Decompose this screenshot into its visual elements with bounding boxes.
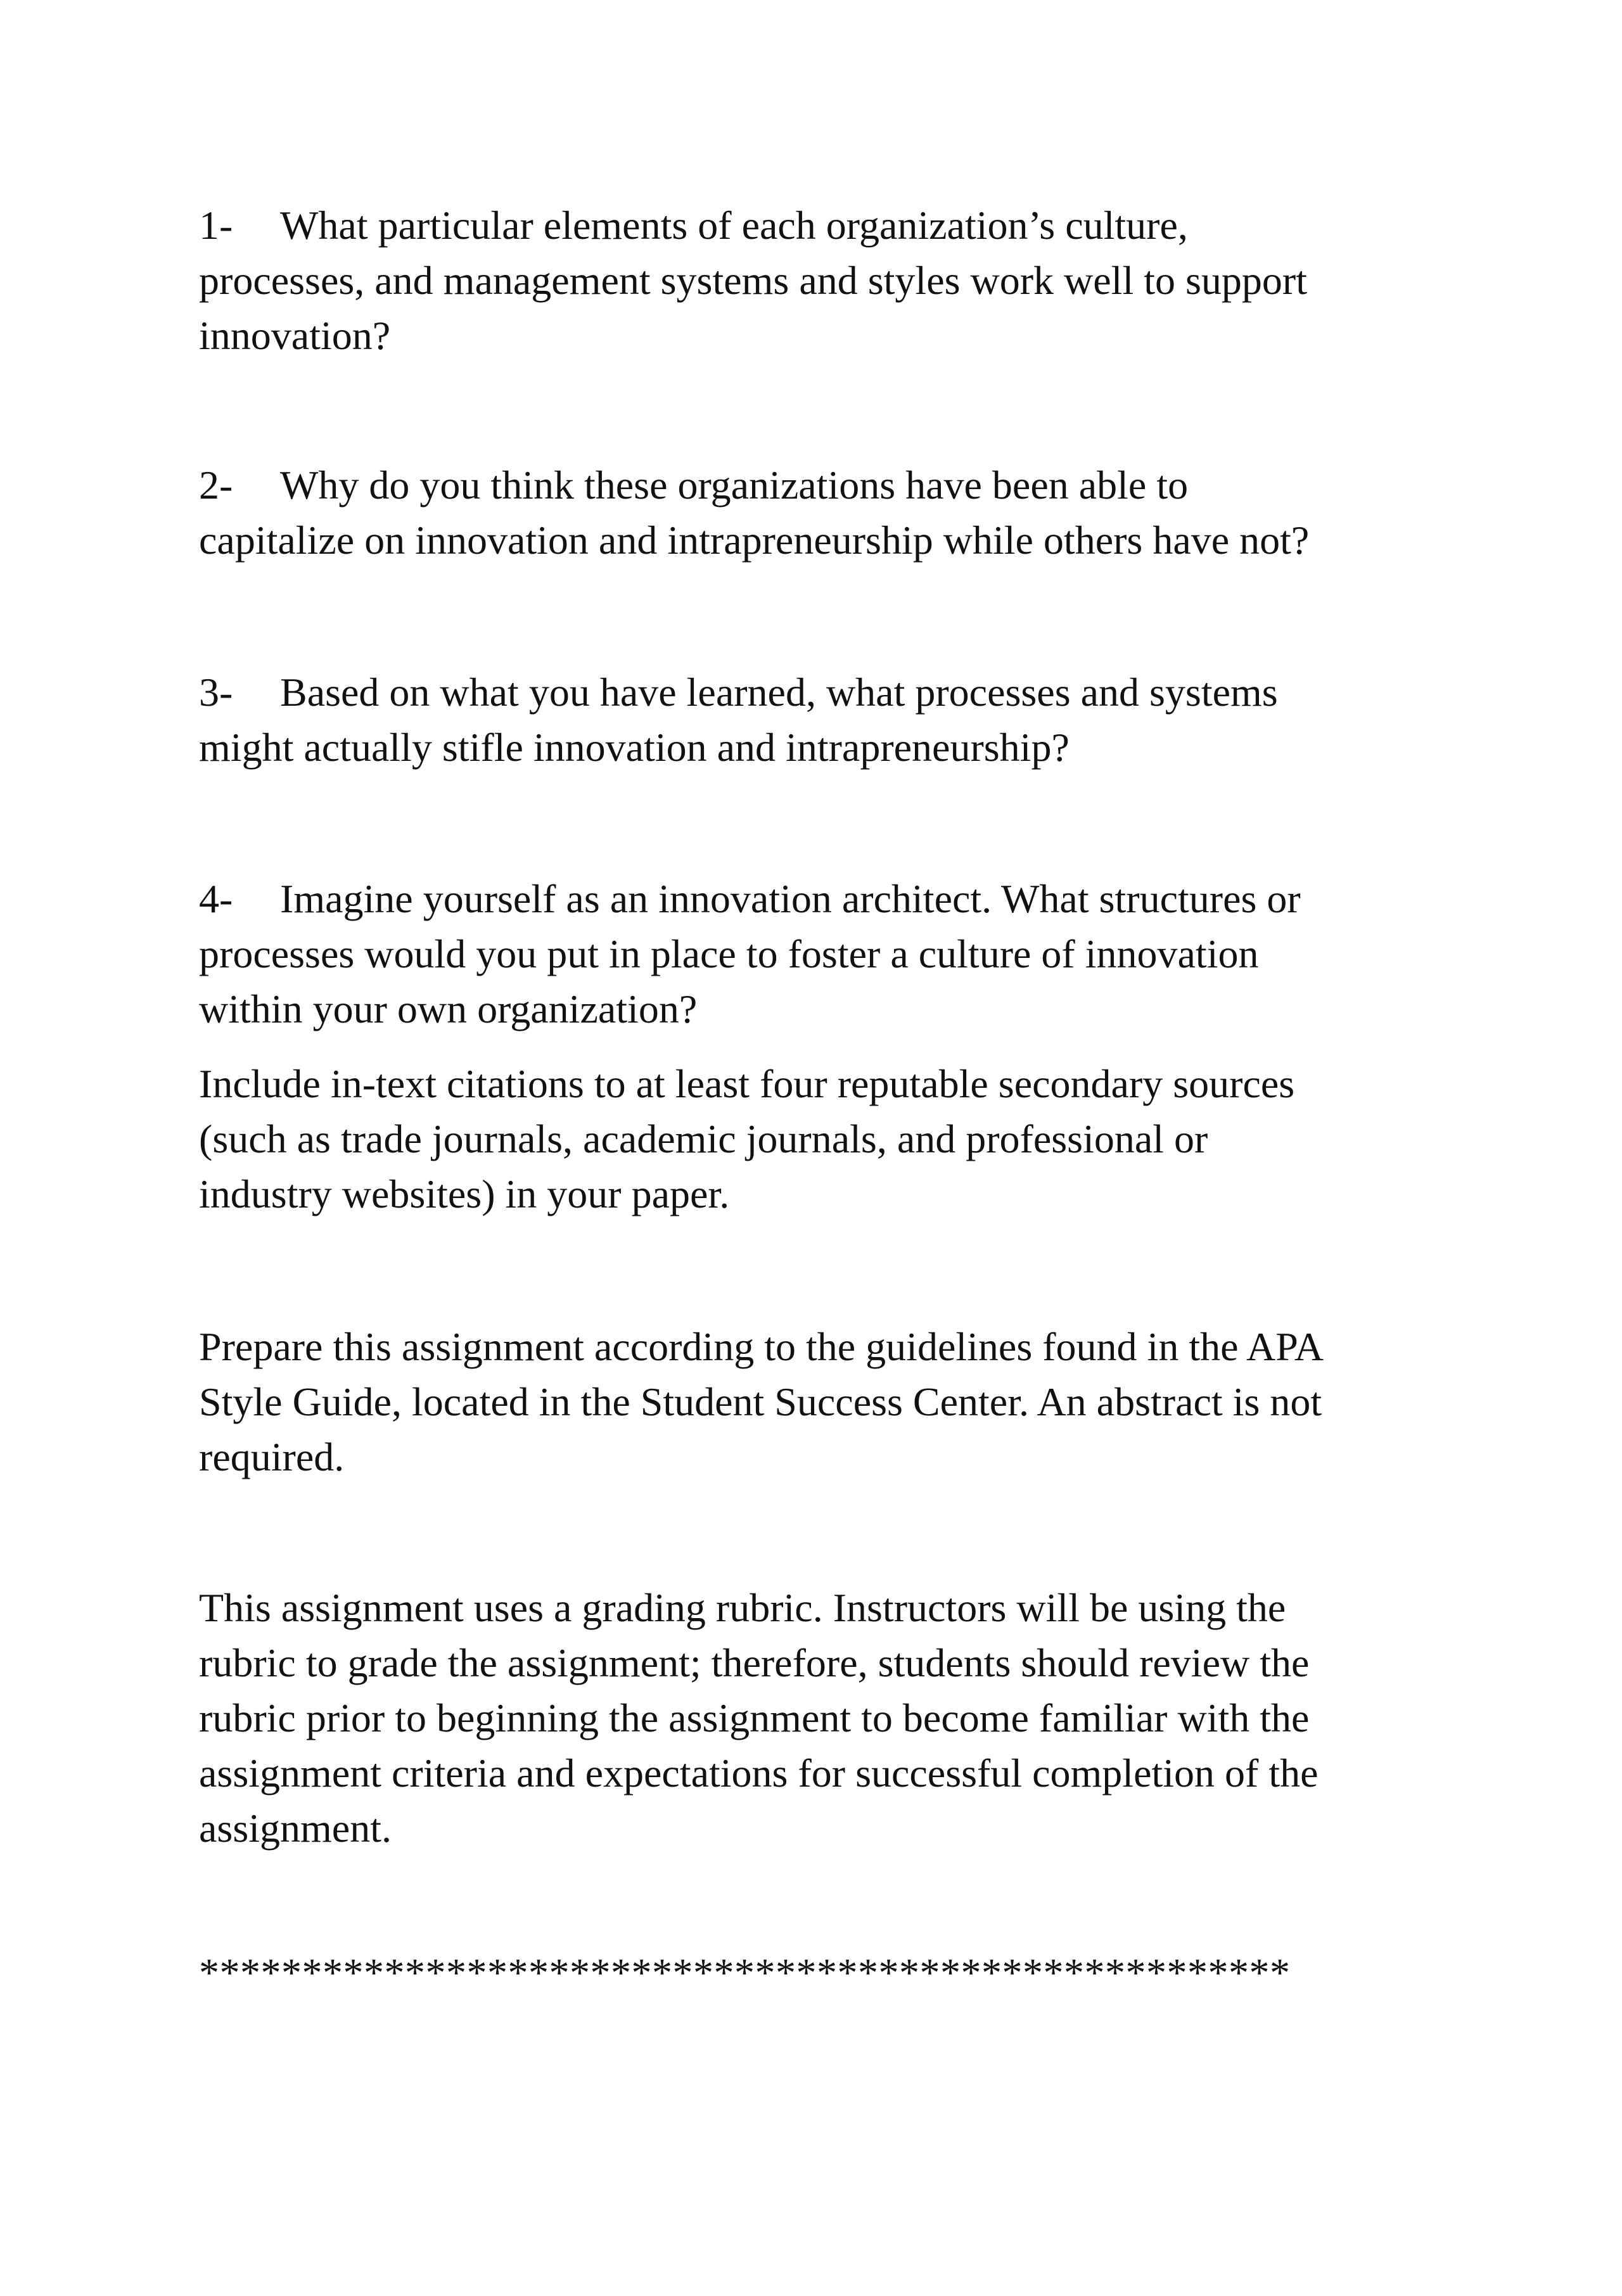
apa-line-2: Style Guide, located in the Student Success Center. An abstract is not [199, 1379, 1322, 1424]
question-1-number: 1- [199, 203, 233, 248]
rubric-line-5: assignment. [199, 1806, 392, 1851]
question-4-line-2: processes would you put in place to foster a culture of innovation [199, 931, 1259, 976]
citations-line-1: Include in-text citations to at least four reputable secondary sources [199, 1061, 1295, 1106]
asterisk-separator: ***************************************************** [199, 1950, 1291, 1995]
rubric-line-3: rubric prior to beginning the assignment to become familiar with the [199, 1695, 1310, 1740]
question-2-line-2: capitalize on innovation and intrapreneurship while others have not? [199, 518, 1310, 563]
question-3-number: 3- [199, 670, 233, 715]
question-2 [199, 457, 1466, 568]
question-3-line-2: might actually stifle innovation and intrapreneurship? [199, 725, 1070, 770]
question-1-line-3: innovation? [199, 313, 391, 358]
rubric-line-1: This assignment uses a grading rubric. Instructors will be using the [199, 1585, 1286, 1630]
rubric-paragraph [199, 1580, 1466, 1856]
question-4 [199, 871, 1466, 1036]
question-1 [199, 198, 1466, 363]
question-3-line-1: Based on what you have learned, what processes and systems [280, 670, 1278, 715]
citations-line-2: (such as trade journals, academic journals, and professional or [199, 1116, 1208, 1161]
question-2-line-1: Why do you think these organizations have been able to [280, 462, 1189, 507]
citations-line-3: industry websites) in your paper. [199, 1171, 730, 1216]
apa-line-1: Prepare this assignment according to the guidelines found in the APA [199, 1324, 1324, 1369]
question-1-line-2: processes, and management systems and styles work well to support [199, 258, 1307, 303]
rubric-line-4: assignment criteria and expectations for successful completion of the [199, 1751, 1319, 1795]
apa-paragraph [199, 1319, 1466, 1484]
apa-line-3: required. [199, 1434, 345, 1479]
question-1-line-1: What particular elements of each organization’s culture, [280, 203, 1188, 248]
question-2-number: 2- [199, 462, 233, 507]
rubric-line-2: rubric to grade the assignment; therefore, students should review the [199, 1640, 1310, 1685]
question-3 [199, 665, 1466, 775]
question-4-number: 4- [199, 876, 233, 921]
question-4-line-3: within your own organization? [199, 986, 698, 1031]
citations-paragraph [199, 1056, 1466, 1221]
question-4-line-1: Imagine yourself as an innovation architect. What structures or [280, 876, 1301, 921]
